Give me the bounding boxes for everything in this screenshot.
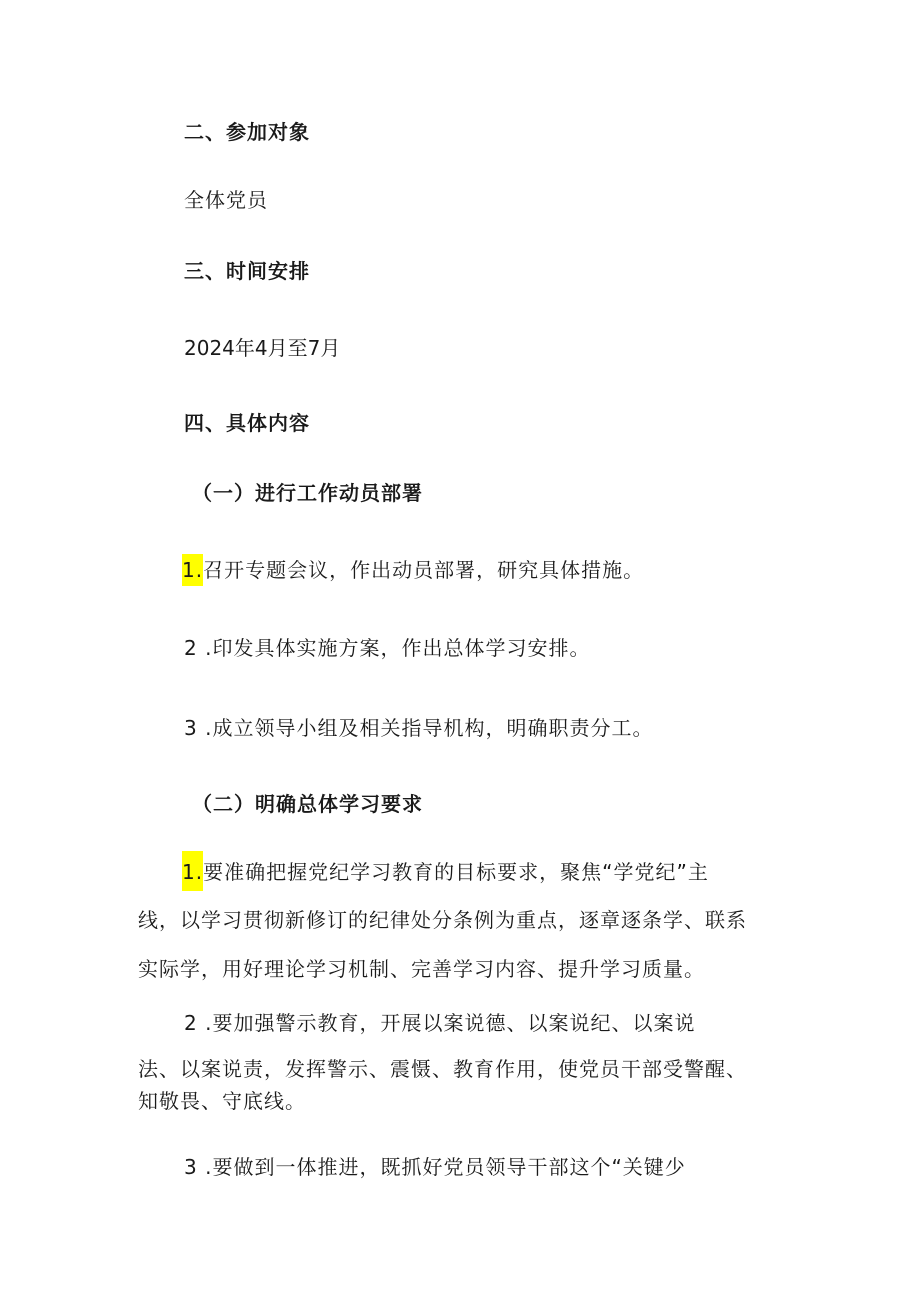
list-item: 2 .印发具体实施方案，作出总体学习安排。	[184, 636, 591, 660]
subsection-heading-requirements: （二）明确总体学习要求	[192, 792, 423, 816]
subsection-heading-mobilization: （一）进行工作动员部署	[192, 481, 423, 505]
paragraph-line: 法、以案说责，发挥警示、震慑、教育作用，使党员干部受警醒、	[138, 1057, 747, 1081]
list-item: 3 .成立领导小组及相关指导机构，明确职责分工。	[184, 716, 654, 740]
section-body-schedule: 2024年4月至7月	[184, 336, 341, 360]
paragraph-line: 2 .要加强警示教育，开展以案说德、以案说纪、以案说	[184, 1011, 696, 1035]
paragraph-line: 知敬畏、守底线。	[138, 1089, 306, 1113]
paragraph-line: 线，以学习贯彻新修订的纪律处分条例为重点，逐章逐条学、联系	[138, 908, 747, 932]
paragraph-line: 3 .要做到一体推进，既抓好党员领导干部这个“关键少	[184, 1155, 686, 1179]
section-heading-content: 四、具体内容	[184, 411, 310, 435]
highlighted-item-number: 1.	[182, 554, 203, 586]
highlighted-item-number: 1.	[182, 851, 203, 891]
list-item-text: 召开专题会议，作出动员部署，研究具体措施。	[203, 558, 645, 582]
section-heading-participants: 二、参加对象	[184, 120, 310, 144]
list-item	[182, 556, 644, 584]
paragraph-line	[182, 858, 709, 886]
section-heading-schedule: 三、时间安排	[184, 259, 310, 283]
paragraph-text: 要准确把握党纪学习教育的目标要求，聚焦“学党纪”主	[203, 860, 709, 884]
paragraph-line: 实际学，用好理论学习机制、完善学习内容、提升学习质量。	[138, 957, 705, 981]
section-body-participants: 全体党员	[184, 188, 268, 212]
